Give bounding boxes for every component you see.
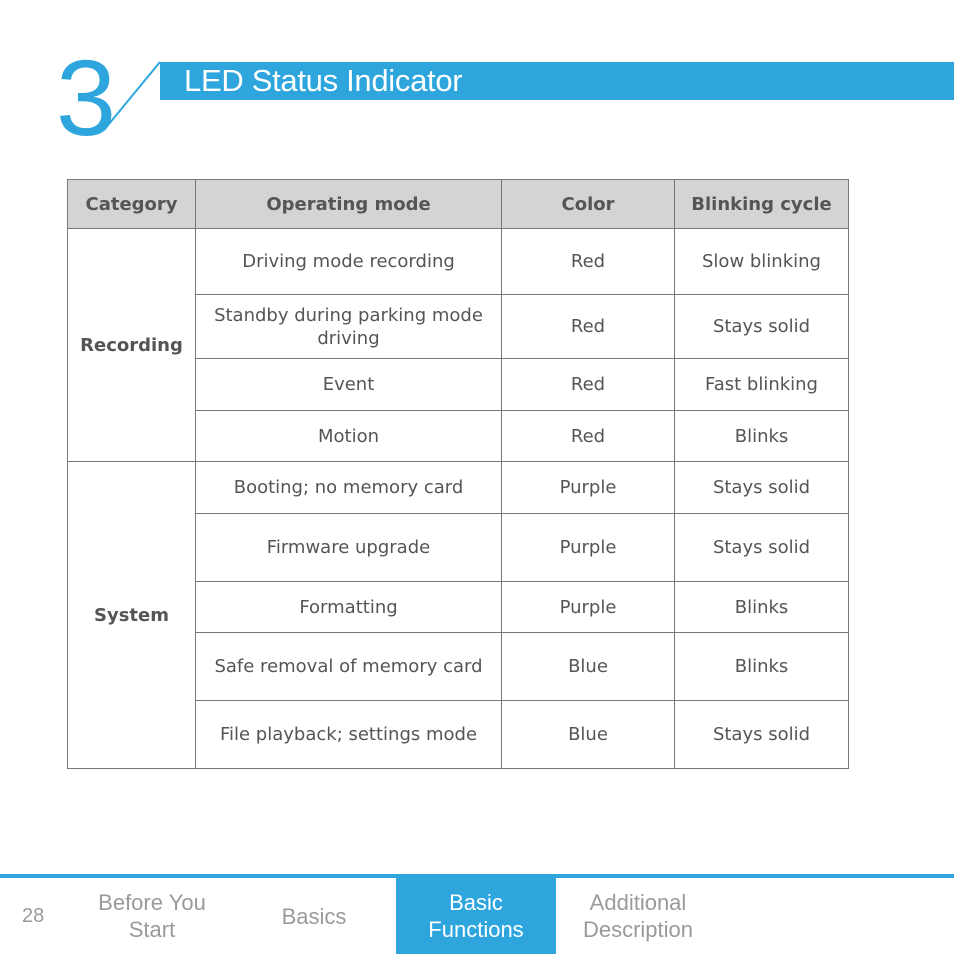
led-status-table: [67, 179, 849, 769]
nav-tab-label-line2: Description: [582, 917, 694, 942]
nav-tab-label-line2: Functions: [428, 917, 524, 942]
nav-tab-additional-description[interactable]: [566, 878, 710, 954]
title-bar: [160, 62, 954, 100]
table-row: [68, 229, 849, 295]
color-cell: Red: [502, 229, 675, 295]
mode-cell: Event: [196, 359, 502, 411]
mode-cell: Motion: [196, 411, 502, 462]
nav-tab-label-line1: Basics: [281, 903, 347, 929]
nav-tab-label-line2: Start: [128, 917, 176, 942]
color-cell: Red: [502, 359, 675, 411]
mode-cell: File playback; settings mode: [196, 701, 502, 769]
chapter-slash-decoration: [0, 0, 170, 140]
category-cell-system: System: [68, 462, 196, 769]
header-color: Color: [502, 180, 675, 229]
chapter-number: 3: [56, 37, 117, 158]
mode-cell: Formatting: [196, 582, 502, 633]
color-cell: Blue: [502, 633, 675, 701]
mode-cell: Booting; no memory card: [196, 462, 502, 514]
header-blinking-cycle: Blinking cycle: [675, 180, 849, 229]
nav-tab-label-line1: Additional: [589, 890, 687, 915]
cycle-cell: Blinks: [675, 633, 849, 701]
nav-tab-basic-functions[interactable]: [396, 878, 556, 954]
color-cell: Red: [502, 411, 675, 462]
nav-tab-basics[interactable]: [244, 878, 384, 954]
color-cell: Purple: [502, 582, 675, 633]
mode-cell: Safe removal of memory card: [196, 633, 502, 701]
color-cell: Purple: [502, 462, 675, 514]
cycle-cell: Stays solid: [675, 295, 849, 359]
cycle-cell: Fast blinking: [675, 359, 849, 411]
cycle-cell: Stays solid: [675, 514, 849, 582]
nav-tab-label-line1: Before You: [98, 890, 206, 915]
table-header-row: [68, 180, 849, 229]
cycle-cell: Blinks: [675, 411, 849, 462]
mode-cell: Firmware upgrade: [196, 514, 502, 582]
category-cell-recording: Recording: [68, 229, 196, 462]
table-row: [68, 462, 849, 514]
cycle-cell: Slow blinking: [675, 229, 849, 295]
header-category: Category: [68, 180, 196, 229]
color-cell: Blue: [502, 701, 675, 769]
nav-tab-label-line1: Basic: [449, 890, 503, 915]
nav-tab-before-you-start[interactable]: [82, 878, 222, 954]
header-operating-mode: Operating mode: [196, 180, 502, 229]
cycle-cell: Stays solid: [675, 701, 849, 769]
cycle-cell: Blinks: [675, 582, 849, 633]
color-cell: Red: [502, 295, 675, 359]
color-cell: Purple: [502, 514, 675, 582]
cycle-cell: Stays solid: [675, 462, 849, 514]
page-title: LED Status Indicator: [184, 63, 463, 98]
page-number: 28: [22, 905, 45, 927]
mode-cell: Driving mode recording: [196, 229, 502, 295]
mode-cell: Standby during parking mode driving: [196, 295, 502, 359]
